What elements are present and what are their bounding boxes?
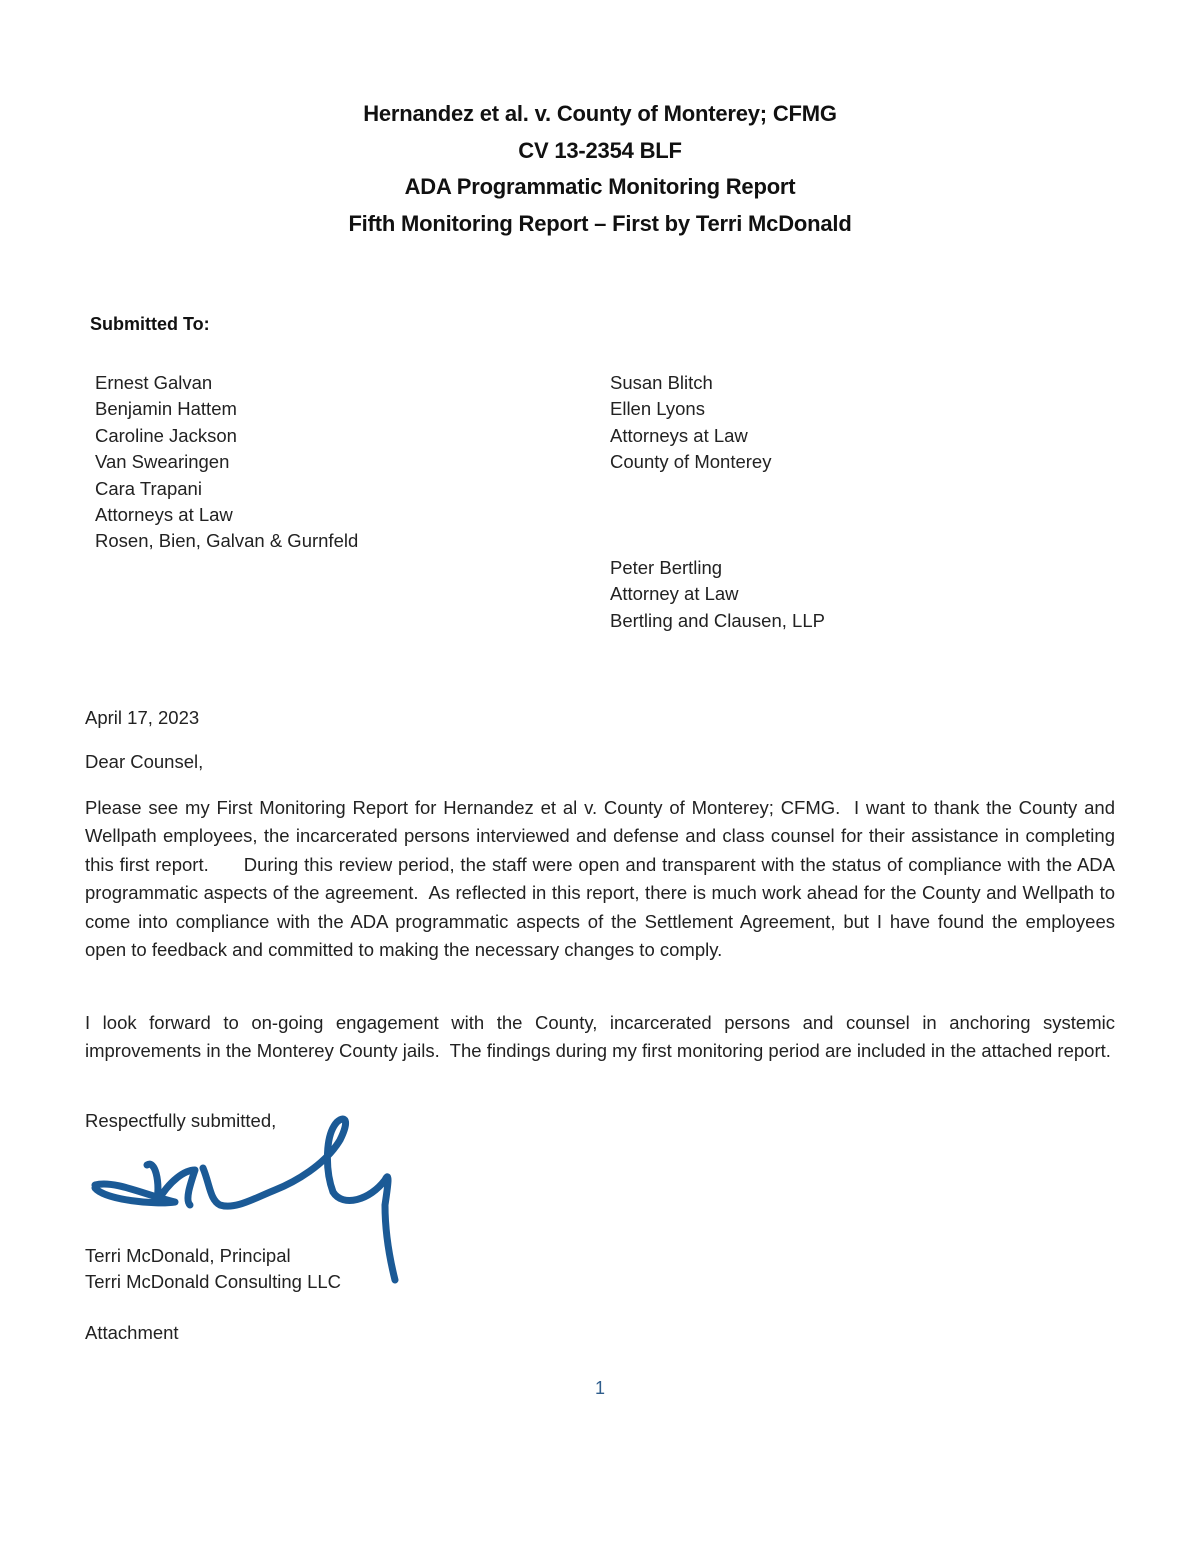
recipient-line: Ellen Lyons xyxy=(610,398,705,420)
recipient-line: Attorneys at Law xyxy=(610,424,748,446)
recipient-line: Susan Blitch xyxy=(610,372,713,393)
title-case-number: CV 13-2354 BLF xyxy=(518,137,682,163)
recipient-line: Attorneys at Law xyxy=(95,504,233,526)
signer-name: Terri McDonald, Principal xyxy=(85,1245,291,1266)
recipient-line: Ernest Galvan xyxy=(95,372,213,393)
recipient-line: Bertling and Clausen, LLP xyxy=(610,609,825,631)
signer-block xyxy=(85,1243,341,1295)
letter-date: April 17, 2023 xyxy=(85,707,200,728)
attachment-note: Attachment xyxy=(85,1322,179,1343)
recipients-cfmg-counsel xyxy=(610,555,825,634)
title-case-name: Hernandez et al. v. County of Monterey; CFMG xyxy=(363,101,837,126)
title-report-subtitle: Fifth Monitoring Report – First by Terri McDonald xyxy=(348,210,852,236)
body-paragraph-1: Please see my First Monitoring Report for Hernandez et al v. County of Monterey; CFMG. I want to thank the County and Wellpath employees, the incarcerated persons interviewed and defense and class counsel for their assistance in completing this first report. During this review period, the staff were open and transparent with the status of compliance with the ADA programmatic aspects of the agreement. As reflected in this report, there is much work ahead for the County and Wellpath to come into compliance with the ADA programmatic aspects of the Settlement Agreement, but I have found the employees open to feedback and committed to making the necessary changes to comply. xyxy=(85,797,1115,961)
signer-organization: Terri McDonald Consulting LLC xyxy=(85,1271,342,1292)
document-title xyxy=(0,96,1200,242)
body-paragraph-2: I look forward to on-going engagement with the County, incarcerated persons and counsel in anchoring systemic improvements in the Monterey County jails. The findings during my first monitoring period are included in the attached report. xyxy=(85,1012,1115,1062)
recipient-line: Rosen, Bien, Galvan & Gurnfeld xyxy=(95,530,359,552)
recipient-line: County of Monterey xyxy=(610,451,772,473)
salutation: Dear Counsel, xyxy=(85,751,204,772)
recipient-line: Caroline Jackson xyxy=(95,424,237,446)
closing: Respectfully submitted, xyxy=(85,1110,277,1131)
recipients-plaintiff-counsel xyxy=(95,370,358,555)
recipient-line: Attorney at Law xyxy=(610,583,739,605)
submitted-to-heading: Submitted To: xyxy=(90,314,210,334)
recipient-line: Peter Bertling xyxy=(610,557,723,578)
title-report-type: ADA Programmatic Monitoring Report xyxy=(404,174,796,199)
recipient-line: Benjamin Hattem xyxy=(95,398,237,420)
page-number: 1 xyxy=(594,1378,605,1398)
recipient-line: Cara Trapani xyxy=(95,477,202,499)
recipients-county-counsel xyxy=(610,370,771,476)
recipient-line: Van Swearingen xyxy=(95,451,230,473)
